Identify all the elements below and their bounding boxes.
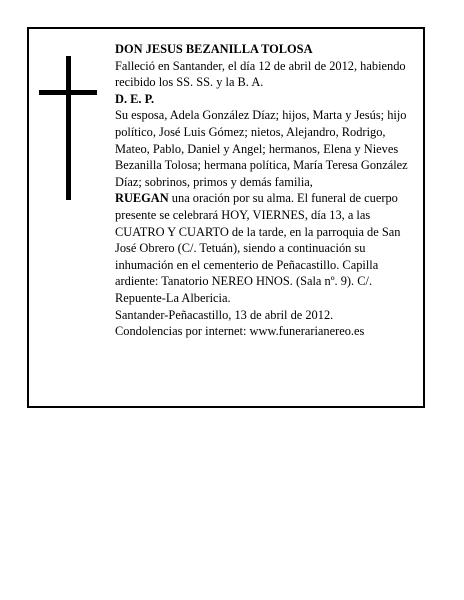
funeral-text: una oración por su alma. El funeral de cuerpo presente se celebrará HOY, VIERNES, día 13, a las CUATRO Y CUARTO de la tarde, en la parroquia de San José Obrero (C/. Tetuán), siendo a continuación su inhumación en el cementerio de Peñacastillo. Capilla ardiente: Tanatorio NEREO HNOS. (Sala nº. 9). C/. Repuente-La Albericia. bbox=[115, 191, 401, 305]
place-date: Santander-Peñacastillo, 13 de abril de 2012. bbox=[115, 307, 334, 322]
funeral-details bbox=[115, 190, 419, 306]
cross-horizontal-bar bbox=[39, 90, 97, 95]
obituary-notice bbox=[27, 27, 425, 408]
death-announcement: Falleció en Santander, el día 12 de abril de 2012, habiendo recibido los SS. SS. y la B. A. bbox=[115, 58, 406, 90]
latin-cross-icon bbox=[39, 56, 97, 200]
condolences-line: Condolencias por internet: www.funerarianereo.es bbox=[115, 324, 365, 339]
family-list: Su esposa, Adela González Díaz; hijos, Marta y Jesús; hijo político, José Luis Gómez; nietos, Alejandro, Rodrigo, Mateo, Pablo, Daniel y Angel; hermanos, Elena y Nieves Bezanilla Tolosa; hermana política, María Teresa González Díaz; sobrinos, primos y demás familia, bbox=[115, 108, 408, 189]
notice-text bbox=[115, 41, 419, 340]
dep-line: D. E. P. bbox=[115, 91, 155, 106]
cross-vertical-bar bbox=[66, 56, 71, 200]
deceased-name: DON JESUS BEZANILLA TOLOSA bbox=[115, 42, 313, 56]
ruegan-word: RUEGAN bbox=[115, 191, 169, 206]
